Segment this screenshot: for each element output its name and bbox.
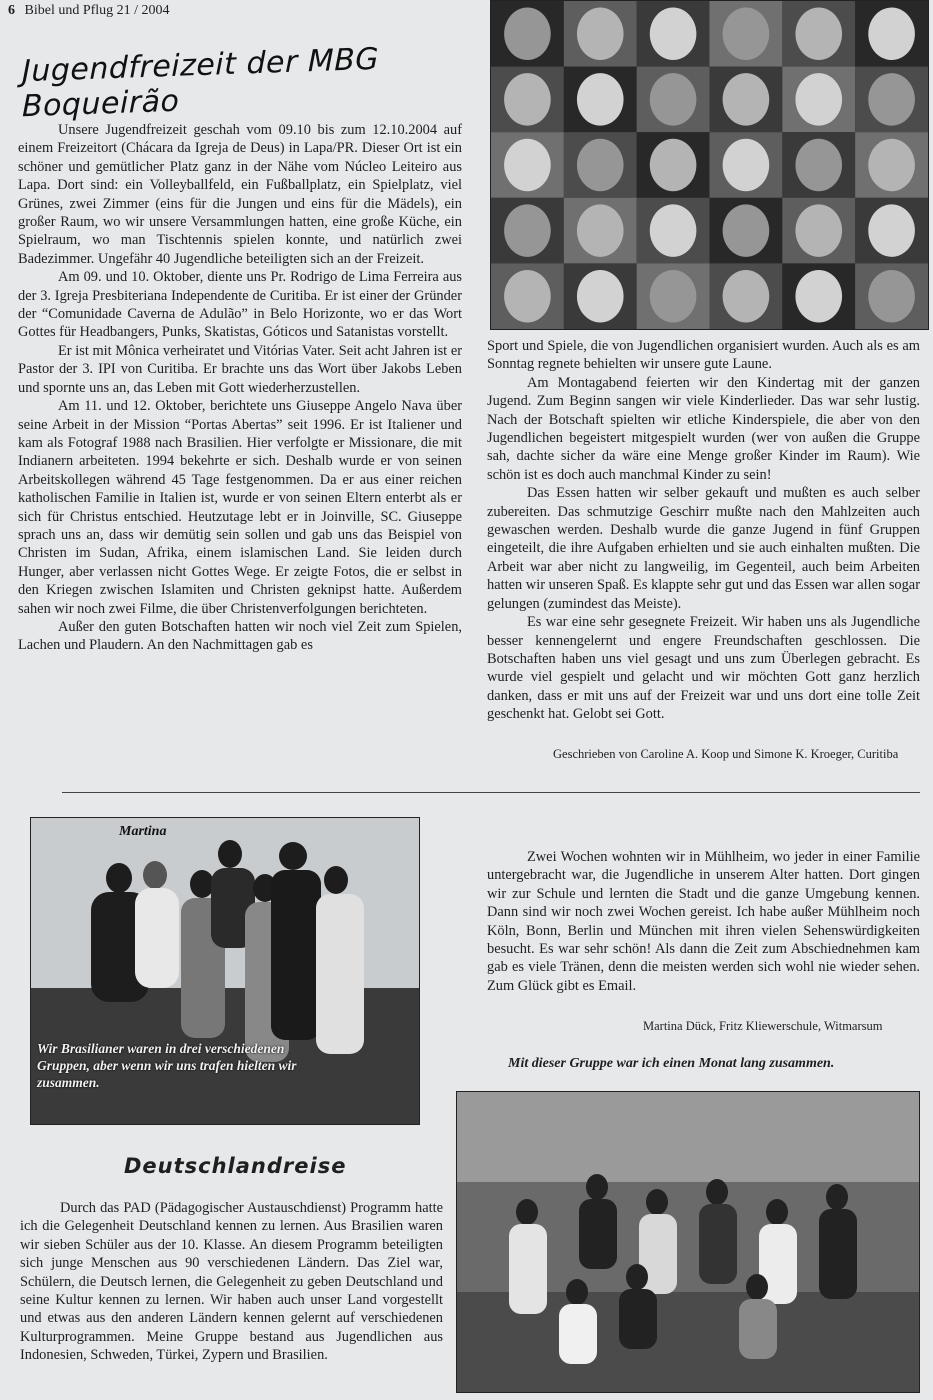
photo2-caption: Mit dieser Gruppe war ich einen Monat lang zusammen. bbox=[508, 1056, 835, 1071]
paragraph: Durch das PAD (Pädagogischer Austauschdienst) Programm hatte ich die Gelegenheit Deutschland kennen zu lernen. Aus Brasilien waren wir sieben Schüler aus der 10. Klasse. An diesem Programm beteiligten sich junge Menschen aus 90 verschiedenen Ländern. Das Ziel war, Schülern, die Deutsch lernen, die Gelegenheit zu geben Deutschland und seine Kultur kennen zu lernen. Wir haben auch unser Land vorgestellt und etwas aus den anderen Ländern kennen gelernt auf verschiedenen Kulturprogrammen. Meine Gruppe bestand aus Jugendlichen aus Indonesien, Schweden, Türkei, Zypern und Brasilien. bbox=[20, 1200, 443, 1364]
paragraph: Er ist mit Mônica verheiratet und Vitórias Vater. Seit acht Jahren ist er Pastor der 3. IPI von Curitiba. Er brachte uns das Wort über Jakobs Leben und spornte uns an, das Leben mit Gott wiederherzustellen. bbox=[18, 342, 462, 396]
page-header bbox=[8, 3, 170, 19]
paragraph: Unsere Jugendfreizeit geschah vom 09.10 bis zum 12.10.2004 auf einem Freizeitort (Chácara da Igreja de Deus) in Lapa/PR. Dieser Ort ist ein schöner und gemütlicher Platz ganz in der Nähe vom Núcleo Leiteiro aus Lapa. Dort sind: ein Volleyballfeld, ein Fußballplatz, ein Spielplatz, viel Grünes, zwei Zimmer (eins für die Jungen und eins für die Mädels), ein großer Raum, wo wir unsere Versammlungen hatten, eine große Küche, ein Spielraum, wo man Tischtennis spielen konnte, und natürlich zwei Badezimmer. Ungefähr 40 Jugendliche beteiligten sich an der Freizeit. bbox=[18, 122, 462, 267]
article-title-jugendfreizeit: Jugendfreizeit der MBG Boqueirão bbox=[22, 41, 380, 125]
section-divider bbox=[62, 792, 920, 793]
article-title-deutschlandreise: Deutschlandreise bbox=[124, 1154, 347, 1178]
exchange-group-photo bbox=[456, 1091, 920, 1393]
paragraph: Am Montagabend feierten wir den Kindertag mit der ganzen Jugend. Zum Beginn sangen wir viele Kinderlieder. Das war sehr lustig. Nach der Botschaft spielten wir etliche Kinderspiele, die aber von den Jugendlichen begeistert mitgespielt wurden (wer von außen die Gruppe sah, dachte sicher da wäre eine Menge großer Kinder im Raum). Wie schön ist es doch auch manchmal Kinder zu sein! bbox=[487, 374, 920, 483]
article2-byline: Martina Dück, Fritz Kliewerschule, Witmarsum bbox=[643, 1019, 883, 1033]
brazilian-group-photo bbox=[30, 817, 420, 1125]
paragraph: Das Essen hatten wir selber gekauft und mußten es auch selber zubereiten. Das schmutzige Geschirr mußte nach den Mahlzeiten auch gewaschen werden. Deshalb wurde die ganze Jugend in fünf Gruppen eingeteilt, die ihre Aufgaben erhielten und sie auch einhalten mußten. Die Arbeit war aber nicht zu langweilig, im Gegenteil, auch beim Arbeiten hatten wir unseren Spaß. Es klappte sehr gut und das Essen war allen sogar gelungen (zumindest das Meiste). bbox=[487, 485, 920, 612]
paragraph: Am 11. und 12. Oktober, berichtete uns Giuseppe Angelo Nava über seine Arbeit in der Mission “Portas Abertas” seit 1996. Er ist Italiener und kam als Fotograf 1988 nach Brasilien. Hier verfolgte er Missionare, die mit Indianern arbeiteten. 1994 bekehrte er sich. Deshalb wurde er von seinen Arbeitskollegen während 45 Tage festgenommen. Da er aus einer reichen katholischen Familie in Italien ist, wurde er von seinen Eltern enterbt als er sich für Christus entschied. Heutzutage lebt er in Joinville, SC. Giuseppe sprach uns an, dass wir demütig sein sollen und gab uns das Beispiel von Christen im Sudan, Afrika, einem islamischen Land. Sie leiden durch Hunger, aber verlassen nicht Gottes Wege. Er zeigte Fotos, die er selbst in den Kriegen zwischen Islamiten und Christen geknipst hatte. Außerdem sahen wir noch zwei Filme, die über Christenverfolgungen berichteten. bbox=[18, 398, 462, 617]
publication-name: Bibel und Pflug 21 / 2004 bbox=[24, 3, 170, 18]
paragraph: Es war eine sehr gesegnete Freizeit. Wir haben uns als Jugendliche besser kennengelernt und engere Freundschaften geschlossen. Die Botschaften haben uns viel gesagt und uns zum Überlegen gebracht. Es wurde viel gespielt und gelacht und wir möchten Gott ganz herzlich danken, dass er mit uns auf der Freizeit war und uns dort eine tolle Zeit geschenkt hat. Gelobt sei Gott. bbox=[487, 614, 920, 723]
article1-byline: Geschrieben von Caroline A. Koop und Simone K. Kroeger, Curitiba bbox=[553, 747, 899, 761]
martina-label: Martina bbox=[119, 824, 167, 839]
paragraph: Am 09. und 10. Oktober, diente uns Pr. Rodrigo de Lima Ferreira aus der 3. Igreja Presbiteriana Independente de Curitiba. Er ist einer der Gründer der “Comunidade Caverna de Adulão” in Belo Horizonte, wo er das Wort Gottes für Headbangers, Punks, Skatistas, Góticos und Satanistas vorstellt. bbox=[18, 269, 462, 341]
photo1-caption: Wir Brasilianer waren in drei verschiedenen Gruppen, aber wenn wir uns trafen hielten wir zusammen. bbox=[37, 1041, 297, 1090]
article2-left-column bbox=[20, 1199, 443, 1365]
paragraph: Außer den guten Botschaften hatten wir noch viel Zeit zum Spielen, Lachen und Plaudern. An den Nachmittagen gab es bbox=[18, 618, 462, 654]
article1-left-column bbox=[18, 121, 462, 655]
paragraph: Zwei Wochen wohnten wir in Mühlheim, wo jeder in einer Familie untergebracht war, die Jugendliche in unserem Alter hatten. Dort gingen wir zur Schule und lernten die Stadt und die ganze Umgebung kennen. Dann sind wir noch zwei Wochen gereist. Ich habe außer Mühlheim noch Köln, Bonn, Berlin und München mit ihren vielen Sehenswürdigkeiten besucht. Es war sehr schön! Als dann die Zeit zum Abschiednehmen kam gab es viele Tränen, denn die meisten werden sich wohl nie wieder sehen. Zum Glück gibt es Email. bbox=[487, 849, 920, 994]
paragraph: Sport und Spiele, die von Jugendlichen organisiert wurden. Auch als es am Sonntag regnete behielten wir unsere gute Laune. bbox=[487, 338, 920, 373]
article1-right-column bbox=[487, 337, 920, 724]
page-number: 6 bbox=[8, 3, 15, 18]
faces-collage-photo bbox=[490, 0, 929, 330]
article2-right-column bbox=[487, 848, 920, 995]
